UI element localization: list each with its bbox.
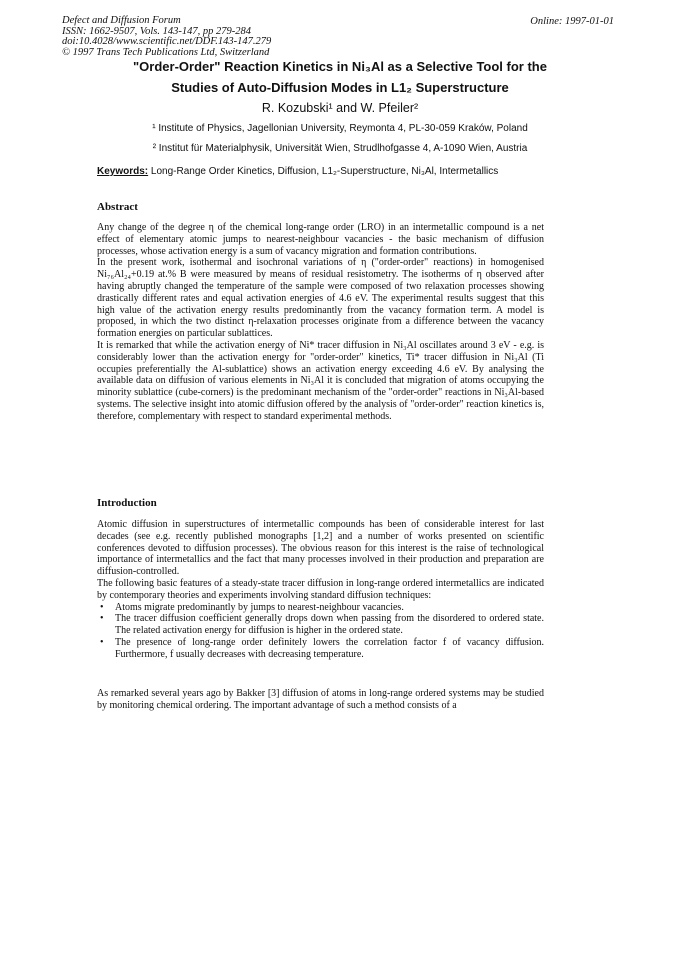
- copyright-line: © 1997 Trans Tech Publications Ltd, Switzerland: [62, 46, 270, 58]
- journal-name: Defect and Diffusion Forum: [62, 15, 181, 26]
- list-item: • Atoms migrate predominantly by jumps to nearest-neighbour vacancies.: [115, 602, 544, 614]
- closing-paragraph: As remarked several years ago by Bakker [3] diffusion of atoms in long-range ordered systems may be studied by monitoring chemical ordering. The important advantage of such a method consists of a: [97, 688, 544, 711]
- authors: R. Kozubski¹ and W. Pfeiler²: [261, 101, 419, 115]
- abstract-paragraph: It is remarked that while the activation energy of Ni* tracer diffusion in Ni₃Al oscillates around 3 eV - e.g. is considerably lower than the activation energy for "order-order" kinetics, Ti* tracer diffusion in Ni₃Al (Ti occupies preferentially the Al-sublattice) shows an activation energy exceeding 4.6 eV. By analysing the available data on diffusion of various elements in Ni₃Al it is concluded that migration of atoms occupying the minority sublattice (cube-corners) is the predominant mechanism of the "order-order" reactions in Ni₃Al-based systems. The selective insight into atomic diffusion offered by the analysis of "order-order" reaction kinetics is, therefore, complementary with respect to standard experimental methods.: [97, 339, 544, 422]
- abstract-paragraph: In the present work, isothermal and isochronal variations of η ("order-order" reactions) in homogenised Ni₇₆Al₂₄+0.19 at.% B were measured by means of residual resistometry. The isotherms of η observed after having abruptly changed the temperature of the sample were composed of two relaxation processes showing drastically different rates and equal activation energies of 4.6 eV. The experimental results suggest that this high value of the activation energy results predominantly from the vacancy formation term. A model is proposed, in which the two distinct η-relaxation processes originate from a difference between the vacancy formation energies on particular sublattices.: [97, 257, 544, 340]
- online-date: Online: 1997-01-01: [530, 16, 614, 27]
- title-line-1: "Order-Order" Reaction Kinetics in Ni₃Al as a Selective Tool for the: [133, 59, 547, 74]
- keywords-text: Long-Range Order Kinetics, Diffusion, L1₂-Superstructure, Ni₃Al, Intermetallics: [148, 166, 499, 177]
- paper-title: [60, 59, 620, 96]
- intro-paragraph-2: The following basic features of a steady-state tracer diffusion in long-range ordered intermetallics are indicated by contemporary theories and experiments involving standard diffusion techniques:: [97, 577, 544, 601]
- abstract-paragraph: Any change of the degree η of the chemical long-range order (LRO) in an intermetallic compound is a net effect of elementary atomic jumps to nearest-neighbour vacancies - the basic mechanism of diffusion processes, whose activation energy is a sum of vacancy migration and formation contributions.: [97, 222, 544, 257]
- doi-line: doi:10.4028/www.scientific.net/DDF.143-147.279: [62, 36, 272, 47]
- affiliation-1: ¹ Institute of Physics, Jagellonian University, Reymonta 4, PL-30-059 Kraków, Poland: [152, 123, 528, 134]
- list-item: • The tracer diffusion coefficient generally drops down when passing from the disordered to ordered state. The related activation energy for diffusion is higher in the ordered state.: [115, 613, 544, 637]
- list-item: • The presence of long-range order definitely lowers the correlation factor f of vacancy diffusion. Furthermore, f usually decreases with decreasing temperature.: [115, 637, 544, 661]
- abstract-heading: Abstract: [97, 201, 138, 213]
- keywords: [97, 166, 498, 177]
- abstract-body: [97, 222, 544, 423]
- issn-line: ISSN: 1662-9507, Vols. 143-147, pp 279-284: [62, 25, 251, 37]
- title-line-2: Studies of Auto-Diffusion Modes in L1₂ Superstructure: [171, 80, 509, 95]
- introduction-heading: Introduction: [97, 497, 157, 509]
- affiliation-2: ² Institut für Materialphysik, Universität Wien, Strudlhofgasse 4, A-1090 Wien, Austria: [152, 143, 528, 154]
- intro-paragraph-1: Atomic diffusion in superstructures of intermetallic compounds has been of considerable interest for last decades (see e.g. recently published monographs [1,2] and a number of works presented on scientific conferences devoted to diffusion processes). The obvious reason for this interest is the raise of technological importance of intermetallics and the fact that many processes involved in their production and preparation are diffusion-controlled.: [97, 519, 544, 578]
- feature-list: [97, 602, 544, 661]
- keywords-label: Keywords:: [97, 166, 149, 177]
- introduction-body: [97, 519, 544, 661]
- journal-header: [62, 16, 271, 58]
